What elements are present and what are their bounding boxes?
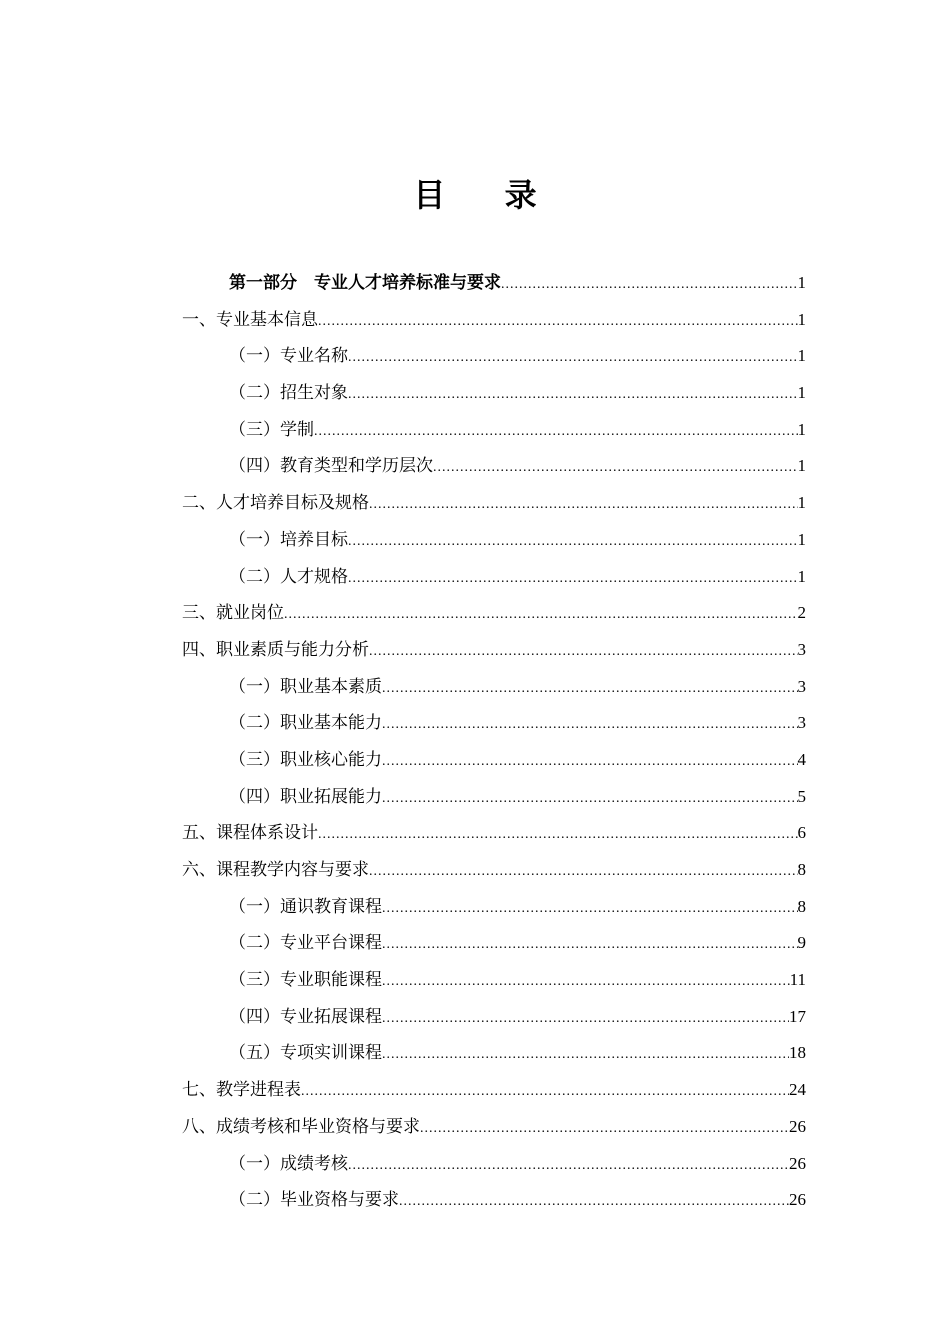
toc-entry[interactable]	[182, 999, 806, 1036]
toc-entry-page-number: 11	[789, 970, 806, 990]
toc-title: 目 录	[413, 176, 561, 214]
toc-entry[interactable]	[182, 779, 806, 816]
toc-entry-label: （二）专业平台课程	[229, 933, 382, 954]
toc-entry[interactable]	[182, 375, 806, 412]
toc-entry-label: （三）学制	[229, 419, 314, 440]
toc-entry-label: （一）专业名称	[229, 346, 348, 367]
dot-leader	[501, 267, 798, 304]
toc-entry[interactable]	[182, 595, 806, 632]
toc-entry-page-number: 1	[797, 273, 806, 292]
toc-entry[interactable]	[182, 1072, 806, 1109]
toc-entry-page-number: 24	[789, 1080, 806, 1100]
toc-entry-page-number: 3	[797, 639, 806, 659]
toc-entry-label: 三、就业岗位	[182, 603, 284, 624]
toc-entry[interactable]	[182, 705, 806, 742]
toc-entry-label: （五）专项实训课程	[229, 1043, 382, 1064]
toc-entry[interactable]	[182, 265, 806, 302]
table-of-contents	[182, 265, 806, 1219]
dot-leader	[382, 1001, 789, 1038]
toc-entry[interactable]	[182, 962, 806, 999]
toc-entry[interactable]	[182, 522, 806, 559]
toc-entry-page-number: 9	[797, 933, 806, 953]
dot-leader	[382, 671, 798, 708]
toc-entry-page-number: 8	[797, 896, 806, 916]
dot-leader	[369, 854, 798, 891]
toc-entry-label: （四）教育类型和学历层次	[229, 456, 433, 477]
toc-entry[interactable]	[182, 1146, 806, 1183]
toc-entry-page-number: 17	[789, 1006, 806, 1026]
dot-leader	[348, 524, 798, 561]
dot-leader	[348, 340, 798, 377]
toc-entry[interactable]	[182, 412, 806, 449]
dot-leader	[348, 377, 798, 414]
toc-entry-label: （二）招生对象	[229, 383, 348, 404]
toc-entry[interactable]	[182, 338, 806, 375]
toc-entry-label: （四）职业拓展能力	[229, 786, 382, 807]
toc-entry-page-number: 8	[797, 860, 806, 879]
toc-entry[interactable]	[182, 852, 806, 889]
dot-leader	[382, 707, 798, 744]
dot-leader	[420, 1111, 789, 1148]
dot-leader	[382, 781, 798, 818]
toc-entry-page-number: 4	[797, 749, 806, 769]
toc-entry-label: （三）专业职能课程	[229, 970, 382, 991]
toc-entry-page-number: 1	[797, 456, 806, 476]
toc-entry[interactable]	[182, 448, 806, 485]
toc-entry-page-number: 26	[789, 1116, 806, 1136]
toc-entry-label: （二）职业基本能力	[229, 713, 382, 734]
toc-entry[interactable]	[182, 1109, 806, 1146]
toc-entry-label: （一）职业基本素质	[229, 676, 382, 697]
toc-entry-label: （一）通识教育课程	[229, 896, 382, 917]
toc-entry[interactable]	[182, 669, 806, 706]
toc-entry-page-number: 26	[789, 1153, 806, 1173]
toc-entry-page-number: 18	[789, 1043, 806, 1063]
toc-entry-page-number: 1	[797, 419, 806, 439]
dot-leader	[314, 414, 798, 451]
toc-entry-label: 第一部分 专业人才培养标准与要求	[229, 273, 501, 293]
toc-entry-label: 一、专业基本信息	[182, 309, 318, 330]
toc-entry[interactable]	[182, 559, 806, 596]
dot-leader	[433, 450, 798, 487]
toc-entry-page-number: 3	[797, 713, 806, 733]
toc-entry-page-number: 5	[797, 786, 806, 806]
toc-entry-page-number: 1	[797, 566, 806, 586]
toc-entry-label: 八、成绩考核和毕业资格与要求	[182, 1116, 420, 1137]
dot-leader	[348, 561, 798, 598]
toc-entry-label: 七、教学进程表	[182, 1080, 301, 1101]
toc-entry-label: （二）毕业资格与要求	[229, 1190, 399, 1211]
dot-leader	[301, 1074, 789, 1111]
toc-entry[interactable]	[182, 1035, 806, 1072]
toc-entry-label: 六、课程教学内容与要求	[182, 860, 369, 880]
toc-entry-page-number: 2	[797, 603, 806, 623]
toc-entry[interactable]	[182, 742, 806, 779]
dot-leader	[348, 1148, 789, 1185]
dot-leader	[284, 597, 798, 634]
toc-entry-label: （四）专业拓展课程	[229, 1006, 382, 1027]
toc-entry[interactable]	[182, 302, 806, 339]
toc-entry-label: 五、课程体系设计	[182, 823, 318, 844]
toc-entry-page-number: 1	[797, 493, 806, 513]
toc-entry[interactable]	[182, 1182, 806, 1219]
toc-entry-page-number: 26	[789, 1190, 806, 1210]
toc-entry[interactable]	[182, 889, 806, 926]
toc-entry-label: （二）人才规格	[229, 566, 348, 587]
dot-leader	[399, 1184, 789, 1221]
dot-leader	[318, 304, 798, 341]
dot-leader	[318, 817, 798, 854]
toc-entry[interactable]	[182, 485, 806, 522]
toc-entry-page-number: 6	[797, 823, 806, 843]
toc-entry-label: 二、人才培养目标及规格	[182, 493, 369, 514]
toc-entry-label: 四、职业素质与能力分析	[182, 639, 369, 660]
toc-entry[interactable]	[182, 632, 806, 669]
dot-leader	[382, 1037, 789, 1074]
dot-leader	[382, 891, 798, 928]
toc-entry-page-number: 3	[797, 676, 806, 696]
toc-entry-label: （一）成绩考核	[229, 1153, 348, 1174]
toc-entry-label: （三）职业核心能力	[229, 749, 382, 770]
toc-entry[interactable]	[182, 815, 806, 852]
dot-leader	[382, 927, 798, 964]
toc-entry[interactable]	[182, 925, 806, 962]
toc-entry-page-number: 1	[797, 309, 806, 329]
dot-leader	[382, 744, 798, 781]
dot-leader	[369, 487, 798, 524]
toc-entry-page-number: 1	[797, 383, 806, 403]
dot-leader	[382, 964, 790, 1001]
dot-leader	[369, 634, 798, 671]
toc-entry-page-number: 1	[797, 529, 806, 549]
toc-entry-label: （一）培养目标	[229, 529, 348, 550]
toc-entry-page-number: 1	[797, 346, 806, 366]
